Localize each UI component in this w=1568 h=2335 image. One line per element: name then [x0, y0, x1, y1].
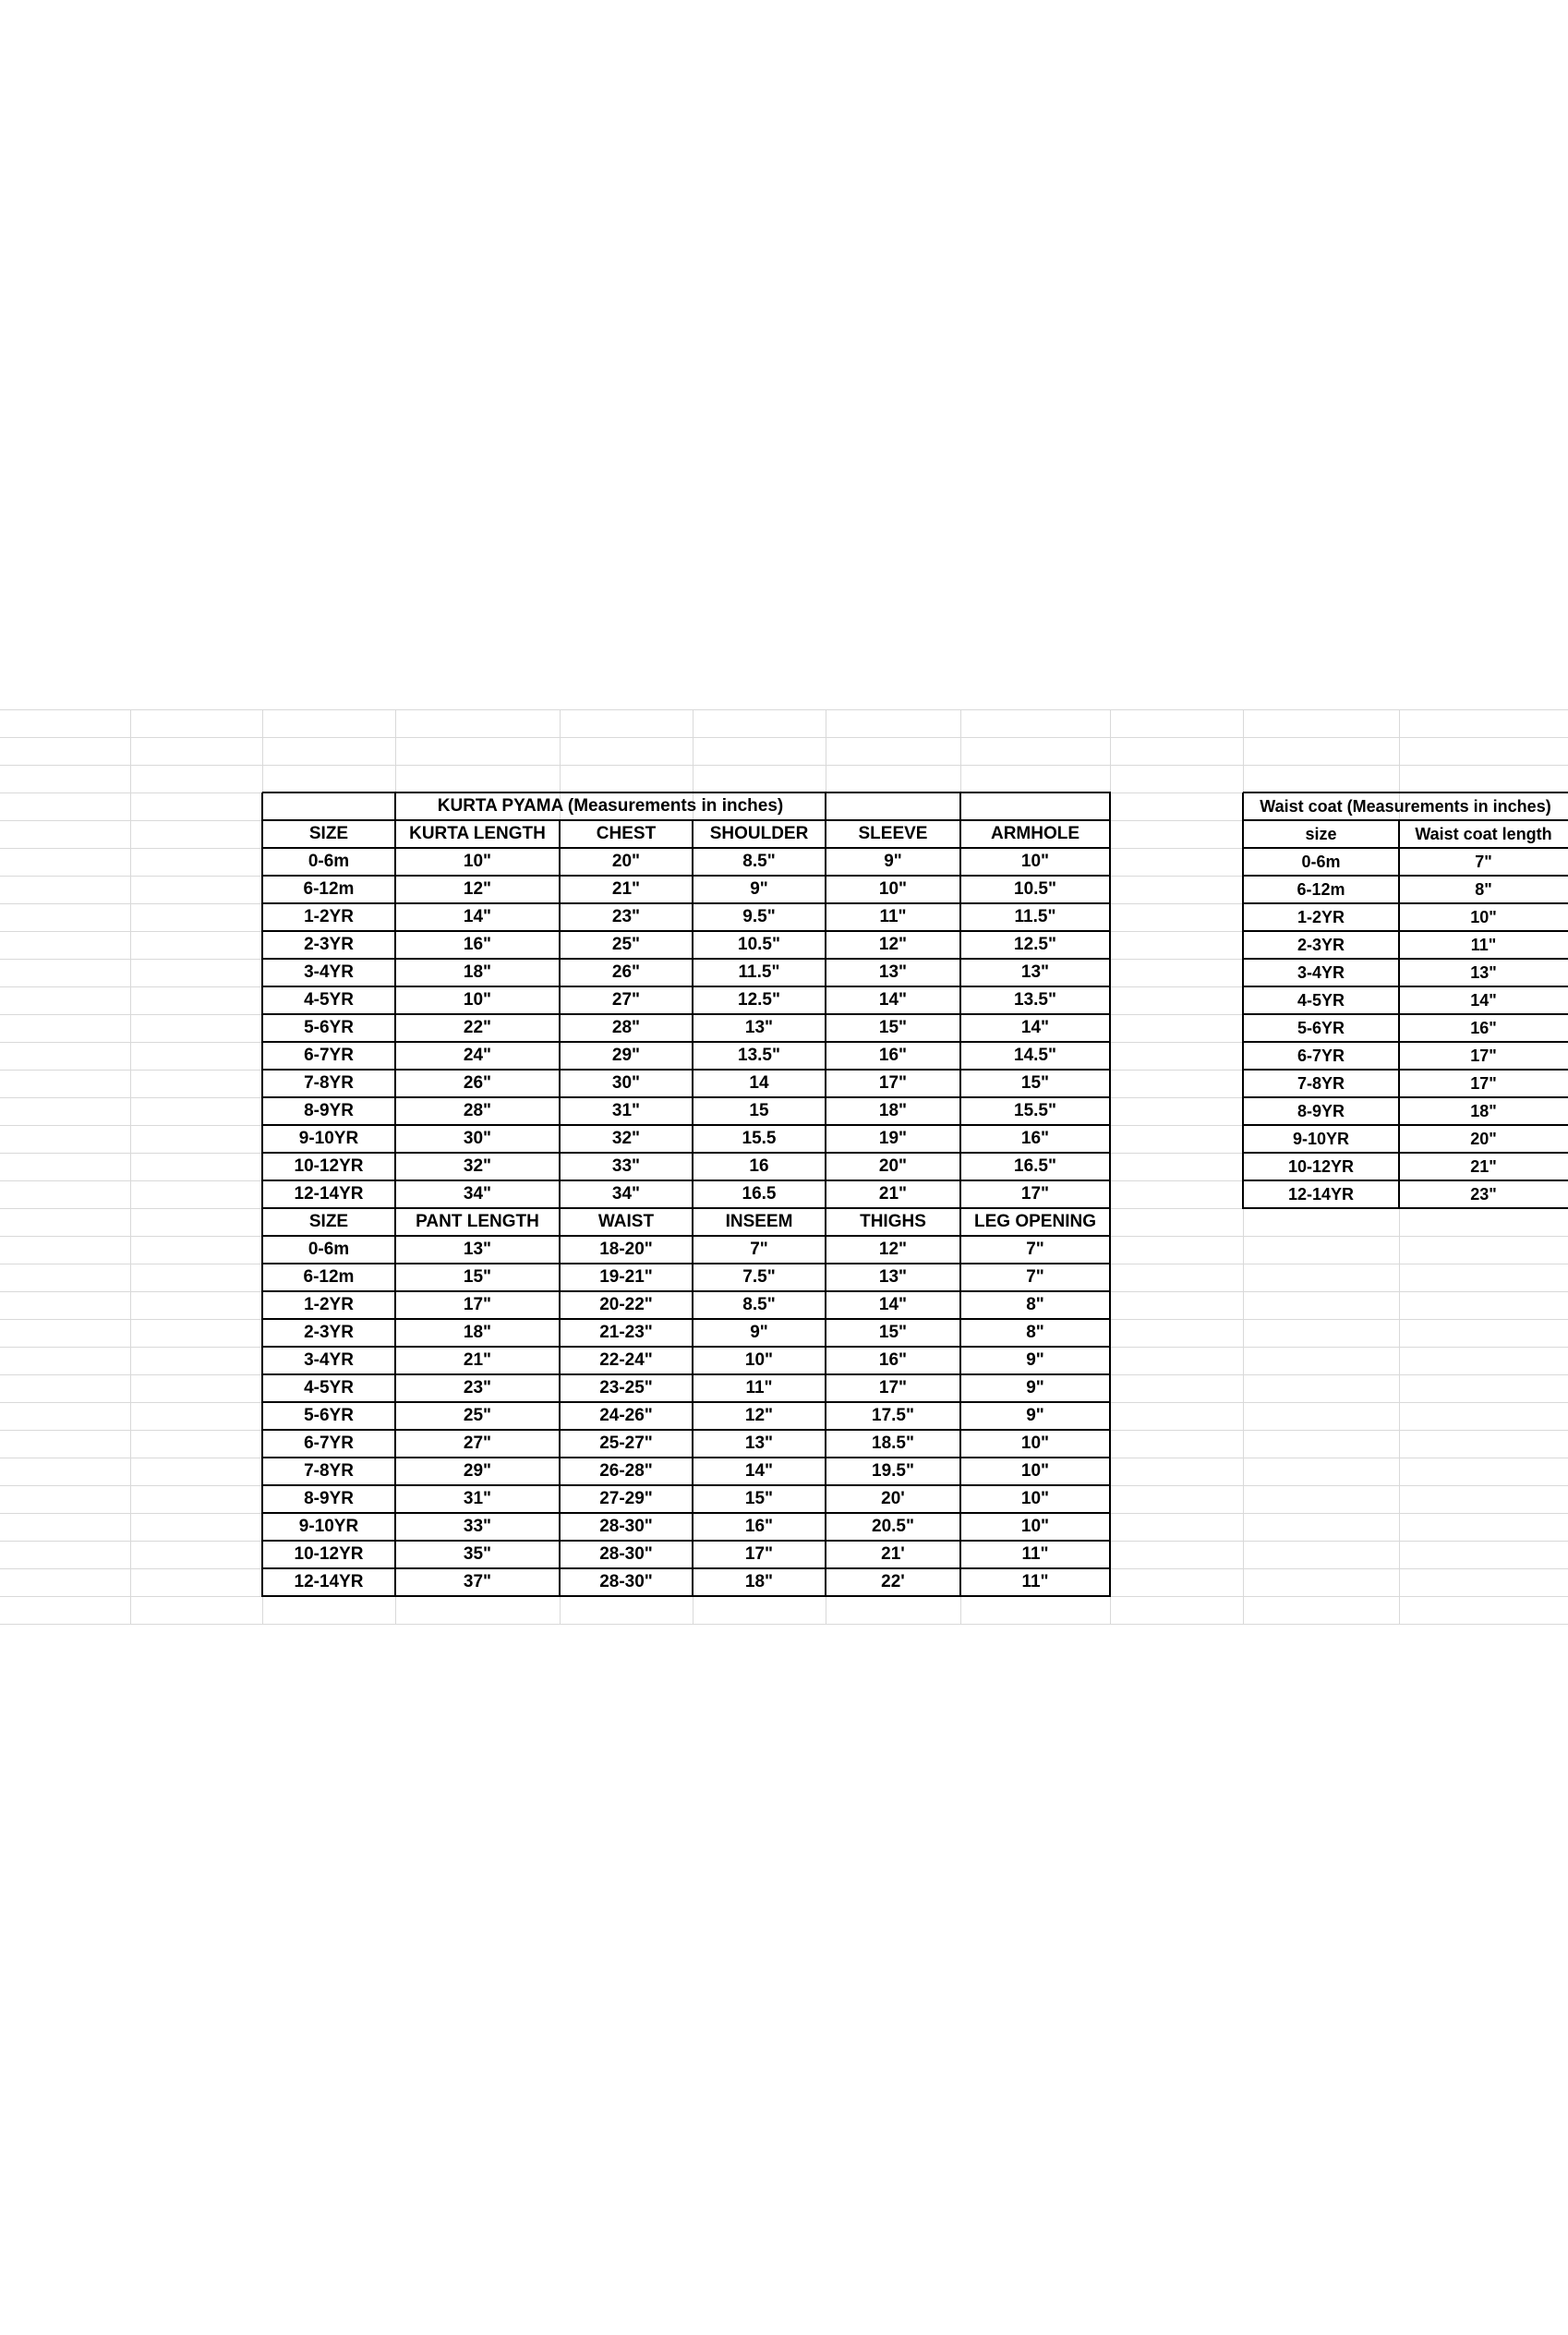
pant-data-cell[interactable]: 9" — [1026, 1406, 1044, 1425]
pant-data-cell[interactable]: 15" — [463, 1267, 492, 1287]
pant-data-cell[interactable]: 24-26" — [599, 1406, 653, 1425]
kurta-data-cell[interactable]: 18" — [463, 962, 492, 982]
table-border-h — [262, 1290, 1111, 1292]
grid-row-line — [0, 1624, 1568, 1625]
kurta-data-cell[interactable]: 22" — [463, 1018, 492, 1037]
pant-data-cell[interactable]: 8" — [1026, 1323, 1044, 1342]
pant-data-cell[interactable]: 31" — [463, 1489, 492, 1508]
kurta-data-cell[interactable]: 10" — [878, 879, 908, 899]
kurta-data-cell[interactable]: 13" — [744, 1018, 774, 1037]
pant-data-cell[interactable]: 23" — [463, 1378, 492, 1397]
pant-data-cell[interactable]: 1-2YR — [304, 1295, 354, 1314]
kurta-data-cell[interactable]: 12-14YR — [294, 1184, 364, 1204]
pant-data-cell[interactable]: 7" — [750, 1240, 768, 1259]
pant-data-cell[interactable]: 25-27" — [599, 1434, 653, 1453]
kurta-data-cell[interactable]: 14.5" — [1014, 1046, 1056, 1065]
kurta-data-cell[interactable]: 13" — [1020, 962, 1050, 982]
table-border-h — [262, 875, 1111, 877]
waistcoat-data-cell[interactable]: 14" — [1470, 990, 1497, 1010]
kurta-data-cell[interactable]: 16.5" — [1014, 1156, 1056, 1176]
waistcoat-header-cell[interactable]: Waist coat length — [1415, 824, 1552, 843]
table-border-h — [262, 1512, 1111, 1514]
kurta-data-cell[interactable]: 16" — [1020, 1129, 1050, 1148]
kurta-data-cell[interactable]: 17" — [1020, 1184, 1050, 1204]
table-border-h — [1243, 902, 1568, 904]
table-border-h — [262, 1207, 1111, 1209]
table-border-h — [1243, 792, 1568, 793]
kurta-data-cell[interactable]: 29" — [611, 1046, 641, 1065]
kurta-data-cell[interactable]: 23" — [611, 907, 641, 926]
waistcoat-data-cell[interactable]: 11" — [1470, 935, 1497, 954]
kurta-header-cell[interactable]: KURTA LENGTH — [409, 824, 546, 843]
pant-data-cell[interactable]: 10" — [1020, 1434, 1050, 1453]
pant-data-cell[interactable]: 10" — [1020, 1517, 1050, 1536]
waistcoat-table-title[interactable]: Waist coat (Measurements in inches) — [1260, 796, 1551, 816]
table-border-h — [262, 1401, 1111, 1403]
table-border-h — [262, 1567, 1111, 1569]
grid-row-line — [0, 709, 1568, 710]
kurta-data-cell[interactable]: 31" — [611, 1101, 641, 1120]
table-border-v — [261, 1208, 263, 1597]
pant-data-cell[interactable]: 35" — [463, 1544, 492, 1564]
pant-data-cell[interactable]: 14" — [878, 1295, 908, 1314]
pant-data-cell[interactable]: 3-4YR — [304, 1350, 354, 1370]
pant-data-cell[interactable]: 23-25" — [599, 1378, 653, 1397]
pant-header-cell[interactable]: THIGHS — [860, 1212, 926, 1231]
pant-data-cell[interactable]: 7.5" — [742, 1267, 776, 1287]
waistcoat-data-cell[interactable]: 6-7YR — [1297, 1046, 1345, 1065]
kurta-data-cell[interactable]: 4-5YR — [304, 990, 354, 1010]
table-border-h — [262, 958, 1111, 960]
kurta-data-cell[interactable]: 13.5" — [1014, 990, 1056, 1010]
table-border-h — [262, 1013, 1111, 1015]
waistcoat-data-cell[interactable]: 20" — [1470, 1129, 1497, 1148]
kurta-data-cell[interactable]: 17" — [878, 1073, 908, 1093]
pant-data-cell[interactable]: 33" — [463, 1517, 492, 1536]
kurta-data-cell[interactable]: 28" — [463, 1101, 492, 1120]
kurta-data-cell[interactable]: 16" — [878, 1046, 908, 1065]
table-border-h — [262, 792, 1111, 793]
pant-data-cell[interactable]: 18" — [744, 1572, 774, 1591]
pant-data-cell[interactable]: 19-21" — [599, 1267, 653, 1287]
kurta-data-cell[interactable]: 12.5" — [738, 990, 780, 1010]
pant-data-cell[interactable]: 20' — [881, 1489, 905, 1508]
pant-data-cell[interactable]: 22' — [881, 1572, 905, 1591]
kurta-data-cell[interactable]: 30" — [463, 1129, 492, 1148]
table-border-h — [1243, 1124, 1568, 1126]
table-border-h — [262, 1540, 1111, 1542]
pant-data-cell[interactable]: 28-30" — [599, 1572, 653, 1591]
table-border-h — [262, 819, 1111, 821]
table-border-h — [1243, 1013, 1568, 1015]
kurta-data-cell[interactable]: 14 — [749, 1073, 769, 1093]
table-border-v — [825, 792, 826, 1209]
kurta-data-cell[interactable]: 15" — [1020, 1073, 1050, 1093]
table-border-h — [262, 1595, 1111, 1597]
table-border-v — [261, 792, 263, 1209]
pant-data-cell[interactable]: 10" — [1020, 1461, 1050, 1481]
kurta-table-title[interactable]: KURTA PYAMA (Measurements in inches) — [437, 796, 784, 816]
grid-row-line — [0, 765, 1568, 766]
kurta-data-cell[interactable]: 8-9YR — [304, 1101, 354, 1120]
pant-data-cell[interactable]: 13" — [878, 1267, 908, 1287]
pant-data-cell[interactable]: 26-28" — [599, 1461, 653, 1481]
table-border-v — [1109, 1208, 1111, 1597]
waistcoat-data-cell[interactable]: 21" — [1470, 1156, 1497, 1176]
kurta-data-cell[interactable]: 3-4YR — [304, 962, 354, 982]
kurta-data-cell[interactable]: 16 — [749, 1156, 769, 1176]
pant-data-cell[interactable]: 0-6m — [308, 1240, 350, 1259]
waistcoat-data-cell[interactable]: 12-14YR — [1287, 1184, 1355, 1204]
pant-data-cell[interactable]: 21-23" — [599, 1323, 653, 1342]
kurta-data-cell[interactable]: 2-3YR — [304, 935, 354, 954]
kurta-data-cell[interactable]: 11.5" — [1014, 907, 1056, 926]
waistcoat-data-cell[interactable]: 10-12YR — [1287, 1156, 1355, 1176]
pant-data-cell[interactable]: 18.5" — [872, 1434, 914, 1453]
kurta-data-cell[interactable]: 8.5" — [742, 852, 776, 871]
kurta-data-cell[interactable]: 26" — [463, 1073, 492, 1093]
kurta-data-cell[interactable]: 11.5" — [738, 962, 780, 982]
table-border-v — [1109, 792, 1111, 1209]
kurta-data-cell[interactable]: 6-12m — [303, 879, 355, 899]
kurta-data-cell[interactable]: 21" — [611, 879, 641, 899]
table-border-h — [262, 930, 1111, 932]
waistcoat-data-cell[interactable]: 10" — [1470, 907, 1497, 926]
table-border-h — [262, 1235, 1111, 1237]
kurta-data-cell[interactable]: 34" — [611, 1184, 641, 1204]
kurta-data-cell[interactable]: 9" — [750, 879, 768, 899]
pant-data-cell[interactable]: 9" — [750, 1323, 768, 1342]
pant-data-cell[interactable]: 17.5" — [872, 1406, 914, 1425]
kurta-data-cell[interactable]: 10" — [1020, 852, 1050, 871]
kurta-data-cell[interactable]: 20" — [878, 1156, 908, 1176]
waistcoat-data-cell[interactable]: 6-12m — [1297, 879, 1345, 899]
kurta-data-cell[interactable]: 13" — [878, 962, 908, 982]
waistcoat-data-cell[interactable]: 13" — [1470, 962, 1497, 982]
table-border-v — [825, 1208, 826, 1597]
pant-data-cell[interactable]: 17" — [463, 1295, 492, 1314]
kurta-data-cell[interactable]: 16" — [463, 935, 492, 954]
waistcoat-data-cell[interactable]: 7" — [1475, 852, 1492, 871]
waistcoat-data-cell[interactable]: 23" — [1470, 1184, 1497, 1204]
pant-data-cell[interactable]: 27" — [463, 1434, 492, 1453]
kurta-data-cell[interactable]: 10.5" — [738, 935, 780, 954]
pant-data-cell[interactable]: 29" — [463, 1461, 492, 1481]
table-border-h — [262, 1180, 1111, 1181]
grid-row-line — [0, 737, 1568, 738]
pant-data-cell[interactable]: 28-30" — [599, 1517, 653, 1536]
pant-data-cell[interactable]: 5-6YR — [304, 1406, 354, 1425]
pant-data-cell[interactable]: 9" — [1026, 1350, 1044, 1370]
pant-data-cell[interactable]: 15" — [878, 1323, 908, 1342]
kurta-data-cell[interactable]: 25" — [611, 935, 641, 954]
table-border-h — [1243, 1069, 1568, 1071]
pant-data-cell[interactable]: 6-7YR — [304, 1434, 354, 1453]
kurta-data-cell[interactable]: 15 — [749, 1101, 769, 1120]
table-border-h — [1243, 1180, 1568, 1181]
table-border-h — [1243, 1096, 1568, 1098]
pant-data-cell[interactable]: 4-5YR — [304, 1378, 354, 1397]
pant-data-cell[interactable]: 17" — [878, 1378, 908, 1397]
waistcoat-data-cell[interactable]: 5-6YR — [1297, 1018, 1345, 1037]
table-border-h — [262, 1429, 1111, 1431]
pant-data-cell[interactable]: 27-29" — [599, 1489, 653, 1508]
table-border-h — [1243, 958, 1568, 960]
pant-data-cell[interactable]: 21' — [881, 1544, 905, 1564]
pant-data-cell[interactable]: 16" — [744, 1517, 774, 1536]
pant-data-cell[interactable]: 12-14YR — [294, 1572, 364, 1591]
pant-data-cell[interactable]: 13" — [463, 1240, 492, 1259]
table-border-v — [559, 1208, 561, 1597]
kurta-data-cell[interactable]: 10" — [463, 852, 492, 871]
table-border-h — [262, 1457, 1111, 1458]
table-border-v — [559, 820, 561, 1209]
waistcoat-data-cell[interactable]: 16" — [1470, 1018, 1497, 1037]
kurta-data-cell[interactable]: 28" — [611, 1018, 641, 1037]
pant-data-cell[interactable]: 25" — [463, 1406, 492, 1425]
pant-data-cell[interactable]: 20-22" — [599, 1295, 653, 1314]
pant-data-cell[interactable]: 11" — [745, 1378, 773, 1397]
kurta-data-cell[interactable]: 11" — [879, 907, 907, 926]
table-border-v — [1398, 820, 1400, 1209]
kurta-data-cell[interactable]: 7-8YR — [304, 1073, 354, 1093]
pant-data-cell[interactable]: 13" — [744, 1434, 774, 1453]
table-border-h — [1243, 930, 1568, 932]
pant-data-cell[interactable]: 17" — [744, 1544, 774, 1564]
pant-data-cell[interactable]: 2-3YR — [304, 1323, 354, 1342]
table-border-v — [394, 1208, 396, 1597]
pant-header-cell[interactable]: PANT LENGTH — [416, 1212, 539, 1231]
kurta-data-cell[interactable]: 15.5 — [742, 1129, 777, 1148]
kurta-data-cell[interactable]: 12" — [878, 935, 908, 954]
waistcoat-data-cell[interactable]: 1-2YR — [1297, 907, 1345, 926]
pant-data-cell[interactable]: 14" — [744, 1461, 774, 1481]
kurta-data-cell[interactable]: 30" — [611, 1073, 641, 1093]
kurta-data-cell[interactable]: 15.5" — [1014, 1101, 1056, 1120]
pant-data-cell[interactable]: 22-24" — [599, 1350, 653, 1370]
kurta-header-cell[interactable]: CHEST — [596, 824, 657, 843]
kurta-data-cell[interactable]: 6-7YR — [304, 1046, 354, 1065]
pant-data-cell[interactable]: 9-10YR — [298, 1517, 359, 1536]
pant-data-cell[interactable]: 8" — [1026, 1295, 1044, 1314]
pant-data-cell[interactable]: 16" — [878, 1350, 908, 1370]
pant-data-cell[interactable]: 11" — [1021, 1572, 1049, 1591]
kurta-header-cell[interactable]: SLEEVE — [858, 824, 928, 843]
kurta-data-cell[interactable]: 13.5" — [738, 1046, 780, 1065]
table-border-h — [262, 1346, 1111, 1348]
kurta-data-cell[interactable]: 12.5" — [1014, 935, 1056, 954]
kurta-data-cell[interactable]: 9" — [884, 852, 902, 871]
pant-data-cell[interactable]: 7" — [1026, 1267, 1044, 1287]
table-border-v — [692, 1208, 694, 1597]
waistcoat-data-cell[interactable]: 4-5YR — [1297, 990, 1345, 1010]
spreadsheet-sheet — [0, 709, 1568, 1624]
pant-data-cell[interactable]: 7" — [1026, 1240, 1044, 1259]
pant-data-cell[interactable]: 10-12YR — [294, 1544, 364, 1564]
table-border-h — [262, 1041, 1111, 1043]
pant-data-cell[interactable]: 8.5" — [742, 1295, 776, 1314]
pant-data-cell[interactable]: 10" — [744, 1350, 774, 1370]
kurta-data-cell[interactable]: 15" — [878, 1018, 908, 1037]
pant-data-cell[interactable]: 11" — [1021, 1544, 1049, 1564]
grid-col-line — [130, 709, 131, 1624]
table-border-h — [262, 902, 1111, 904]
kurta-data-cell[interactable]: 14" — [878, 990, 908, 1010]
kurta-data-cell[interactable]: 19" — [878, 1129, 908, 1148]
pant-data-cell[interactable]: 12" — [878, 1240, 908, 1259]
kurta-data-cell[interactable]: 26" — [611, 962, 641, 982]
waistcoat-data-cell[interactable]: 3-4YR — [1297, 962, 1345, 982]
pant-data-cell[interactable]: 37" — [463, 1572, 492, 1591]
kurta-data-cell[interactable]: 10-12YR — [294, 1156, 364, 1176]
kurta-data-cell[interactable]: 20" — [611, 852, 641, 871]
kurta-data-cell[interactable]: 16.5 — [742, 1184, 777, 1204]
waistcoat-data-cell[interactable]: 17" — [1470, 1073, 1497, 1093]
table-border-h — [262, 986, 1111, 987]
table-border-h — [262, 1096, 1111, 1098]
kurta-data-cell[interactable]: 10" — [463, 990, 492, 1010]
kurta-data-cell[interactable]: 34" — [463, 1184, 492, 1204]
pant-data-cell[interactable]: 12" — [744, 1406, 774, 1425]
kurta-data-cell[interactable]: 27" — [611, 990, 641, 1010]
pant-data-cell[interactable]: 28-30" — [599, 1544, 653, 1564]
kurta-data-cell[interactable]: 32" — [463, 1156, 492, 1176]
kurta-data-cell[interactable]: 9-10YR — [298, 1129, 359, 1148]
kurta-data-cell[interactable]: 32" — [611, 1129, 641, 1148]
kurta-header-cell[interactable]: ARMHOLE — [990, 824, 1080, 843]
kurta-data-cell[interactable]: 5-6YR — [304, 1018, 354, 1037]
pant-data-cell[interactable]: 20.5" — [872, 1517, 914, 1536]
table-border-v — [692, 820, 694, 1209]
kurta-data-cell[interactable]: 10.5" — [1014, 879, 1056, 899]
table-border-v — [394, 792, 396, 1209]
pant-data-cell[interactable]: 8-9YR — [304, 1489, 354, 1508]
waistcoat-data-cell[interactable]: 2-3YR — [1297, 935, 1345, 954]
table-border-v — [959, 1208, 961, 1597]
pant-data-cell[interactable]: 21" — [463, 1350, 492, 1370]
pant-data-cell[interactable]: 15" — [744, 1489, 774, 1508]
table-border-h — [262, 1152, 1111, 1154]
waistcoat-header-cell[interactable]: size — [1305, 824, 1337, 843]
pant-data-cell[interactable]: 7-8YR — [304, 1461, 354, 1481]
table-border-h — [1243, 986, 1568, 987]
table-border-h — [1243, 875, 1568, 877]
table-border-h — [262, 1069, 1111, 1071]
table-border-v — [1242, 792, 1244, 1209]
kurta-data-cell[interactable]: 1-2YR — [304, 907, 354, 926]
waistcoat-data-cell[interactable]: 8-9YR — [1297, 1101, 1345, 1120]
waistcoat-data-cell[interactable]: 8" — [1475, 879, 1492, 899]
kurta-data-cell[interactable]: 33" — [611, 1156, 641, 1176]
kurta-data-cell[interactable]: 18" — [878, 1101, 908, 1120]
pant-data-cell[interactable]: 19.5" — [872, 1461, 914, 1481]
pant-data-cell[interactable]: 6-12m — [303, 1267, 355, 1287]
kurta-header-cell[interactable]: SHOULDER — [709, 824, 809, 843]
waistcoat-data-cell[interactable]: 17" — [1470, 1046, 1497, 1065]
waistcoat-data-cell[interactable]: 18" — [1470, 1101, 1497, 1120]
pant-header-cell[interactable]: WAIST — [597, 1212, 655, 1231]
table-border-h — [1243, 847, 1568, 849]
table-border-h — [262, 847, 1111, 849]
table-border-h — [1243, 819, 1568, 821]
table-border-h — [262, 1484, 1111, 1486]
waistcoat-data-cell[interactable]: 7-8YR — [1297, 1073, 1345, 1093]
kurta-data-cell[interactable]: 14" — [1020, 1018, 1050, 1037]
kurta-header-cell[interactable]: SIZE — [308, 824, 349, 843]
table-border-h — [1243, 1041, 1568, 1043]
kurta-data-cell[interactable]: 24" — [463, 1046, 492, 1065]
waistcoat-data-cell[interactable]: 9-10YR — [1292, 1129, 1350, 1148]
kurta-data-cell[interactable]: 12" — [463, 879, 492, 899]
table-border-h — [1243, 1152, 1568, 1154]
kurta-data-cell[interactable]: 9.5" — [742, 907, 776, 926]
pant-data-cell[interactable]: 9" — [1026, 1378, 1044, 1397]
table-border-v — [959, 792, 961, 1209]
table-border-h — [262, 1373, 1111, 1375]
table-border-h — [262, 1263, 1111, 1264]
pant-header-cell[interactable]: SIZE — [308, 1212, 349, 1231]
waistcoat-data-cell[interactable]: 0-6m — [1301, 852, 1341, 871]
kurta-data-cell[interactable]: 0-6m — [308, 852, 350, 871]
pant-data-cell[interactable]: 18" — [463, 1323, 492, 1342]
pant-data-cell[interactable]: 18-20" — [599, 1240, 653, 1259]
kurta-data-cell[interactable]: 14" — [463, 907, 492, 926]
table-border-h — [1243, 1207, 1568, 1209]
kurta-data-cell[interactable]: 21" — [878, 1184, 908, 1204]
table-border-h — [262, 1124, 1111, 1126]
pant-header-cell[interactable]: LEG OPENING — [974, 1212, 1096, 1231]
pant-data-cell[interactable]: 10" — [1020, 1489, 1050, 1508]
table-border-h — [262, 1318, 1111, 1320]
pant-header-cell[interactable]: INSEEM — [725, 1212, 793, 1231]
